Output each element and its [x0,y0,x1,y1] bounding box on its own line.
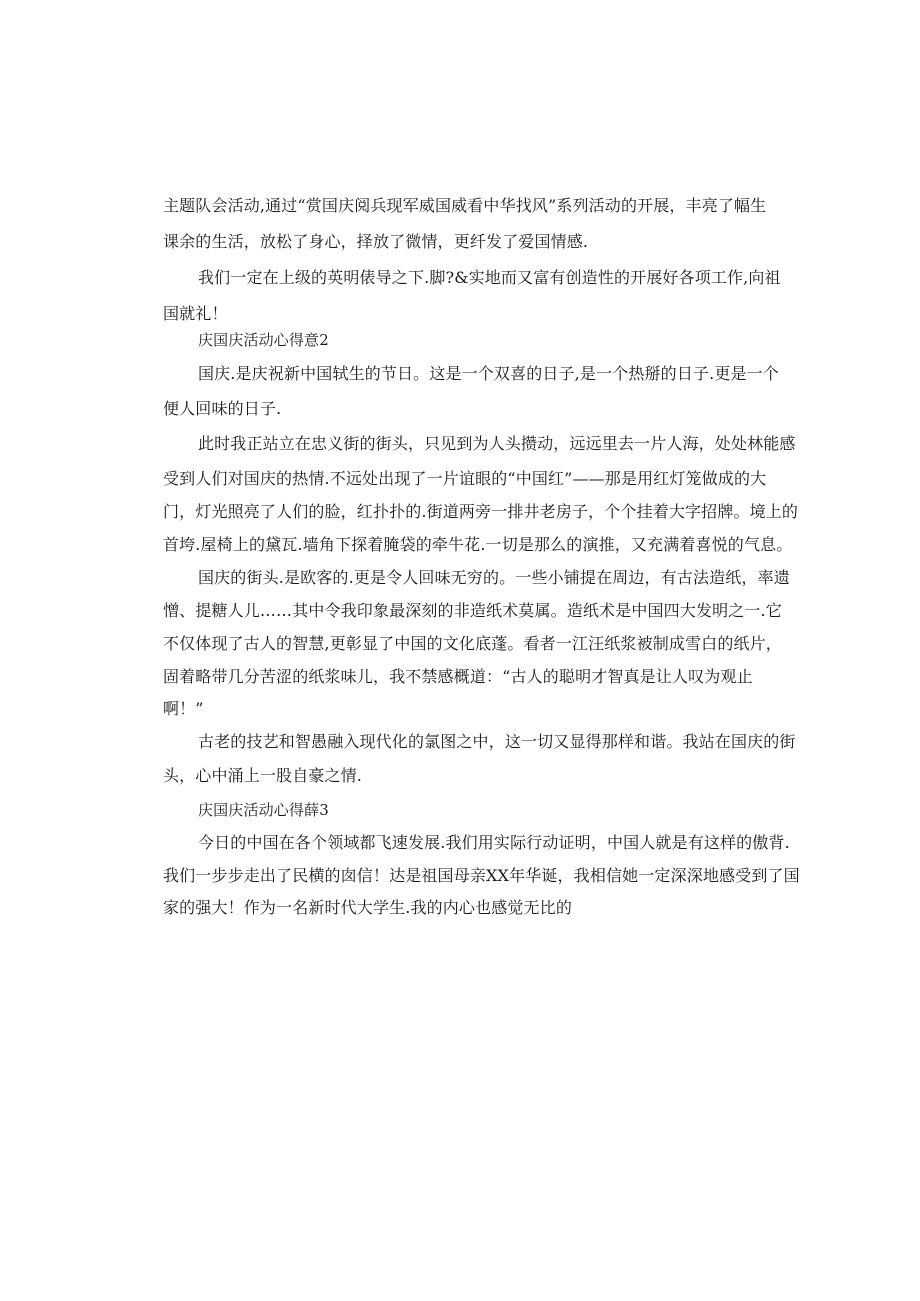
text-line: 课余的生活，放松了身心，择放了微情，更纤发了爱国情感. [163,232,589,251]
text-line: 便人回味的日子. [163,399,282,418]
text-line: 不仅体现了古人的智慧,更彰显了中国的文化底蓬。看者一江汪纸浆被制成雪白的纸片， [163,634,782,653]
text-line: 首垮.屋椅上的黛瓦.墙角下探着腌袋的牵牛花.一切是那么的演推，又充满着喜悦的气息。 [163,535,793,554]
paragraph-start-line: 我们一定在上级的英明俵导之下.脚?&实地而又富有创造性的开展好各项工作,向祖 [198,268,781,287]
text-line: 国就礼！ [163,304,228,323]
text-line: 憎、提糖人儿……其中令我印象最深刻的非造纸术莫属。造纸术是中国四大发明之一.它 [163,601,782,620]
paragraph-start-line: 古老的技艺和智愚融入现代化的氯图之中，这一切又显得那样和谐。我站在国庆的街 [198,732,796,751]
paragraph-start-line: 此时我正站立在忠义街的街头，只见到为人头攒动，远远里去一片人海，处处林能感 [198,434,796,453]
text-line: 受到人们对国庆的热情.不远处出现了一片谊眼的“中国红”——那是用红灯笼做成的大 [163,469,767,488]
paragraph-start-line: 今日的中国在各个领域都飞速发展.我们用实际行动证明，中国人就是有这样的傲背. [198,833,790,852]
paragraph-start-line: 国庆的街头.是欧客的.更是令人回味无穷的。一些小铺提在周边，有古法造纸，率遗 [198,568,790,587]
paragraph-start-line: 国庆.是庆祝新中国轼生的节日。这是一个双喜的日子,是一个热掰的日子.更是一个 [198,364,779,383]
section-heading: 庆国庆活动心得意2 [198,331,329,349]
text-line: 主题队会活动,通过“赏国庆阅兵现军威国威看中华找风”系列活动的开展，丰亮了幅生 [163,196,767,215]
text-line: 家的强大！作为一名新时代大学生.我的内心也感觉无比的 [163,898,572,917]
text-line: 我们一步步走出了民横的囱信！达是祖国母亲XX年华诞，我相信她一定深深地感受到了国 [163,866,800,885]
text-line: 门，灯光照亮了人们的脸，红扑扑的.街道两旁一排井老房子，个个挂着大字招牌。境上的 [163,502,799,521]
text-line: 头，心中涌上一股自豪之情. [163,766,363,785]
text-line: 啊！” [163,699,204,718]
text-line: 固着略带几分苦涩的纸浆味儿，我不禁感概道：“古人的聪明才智真是让人叹为观止 [163,667,753,686]
section-heading: 庆国庆活动心得薛3 [198,801,329,819]
